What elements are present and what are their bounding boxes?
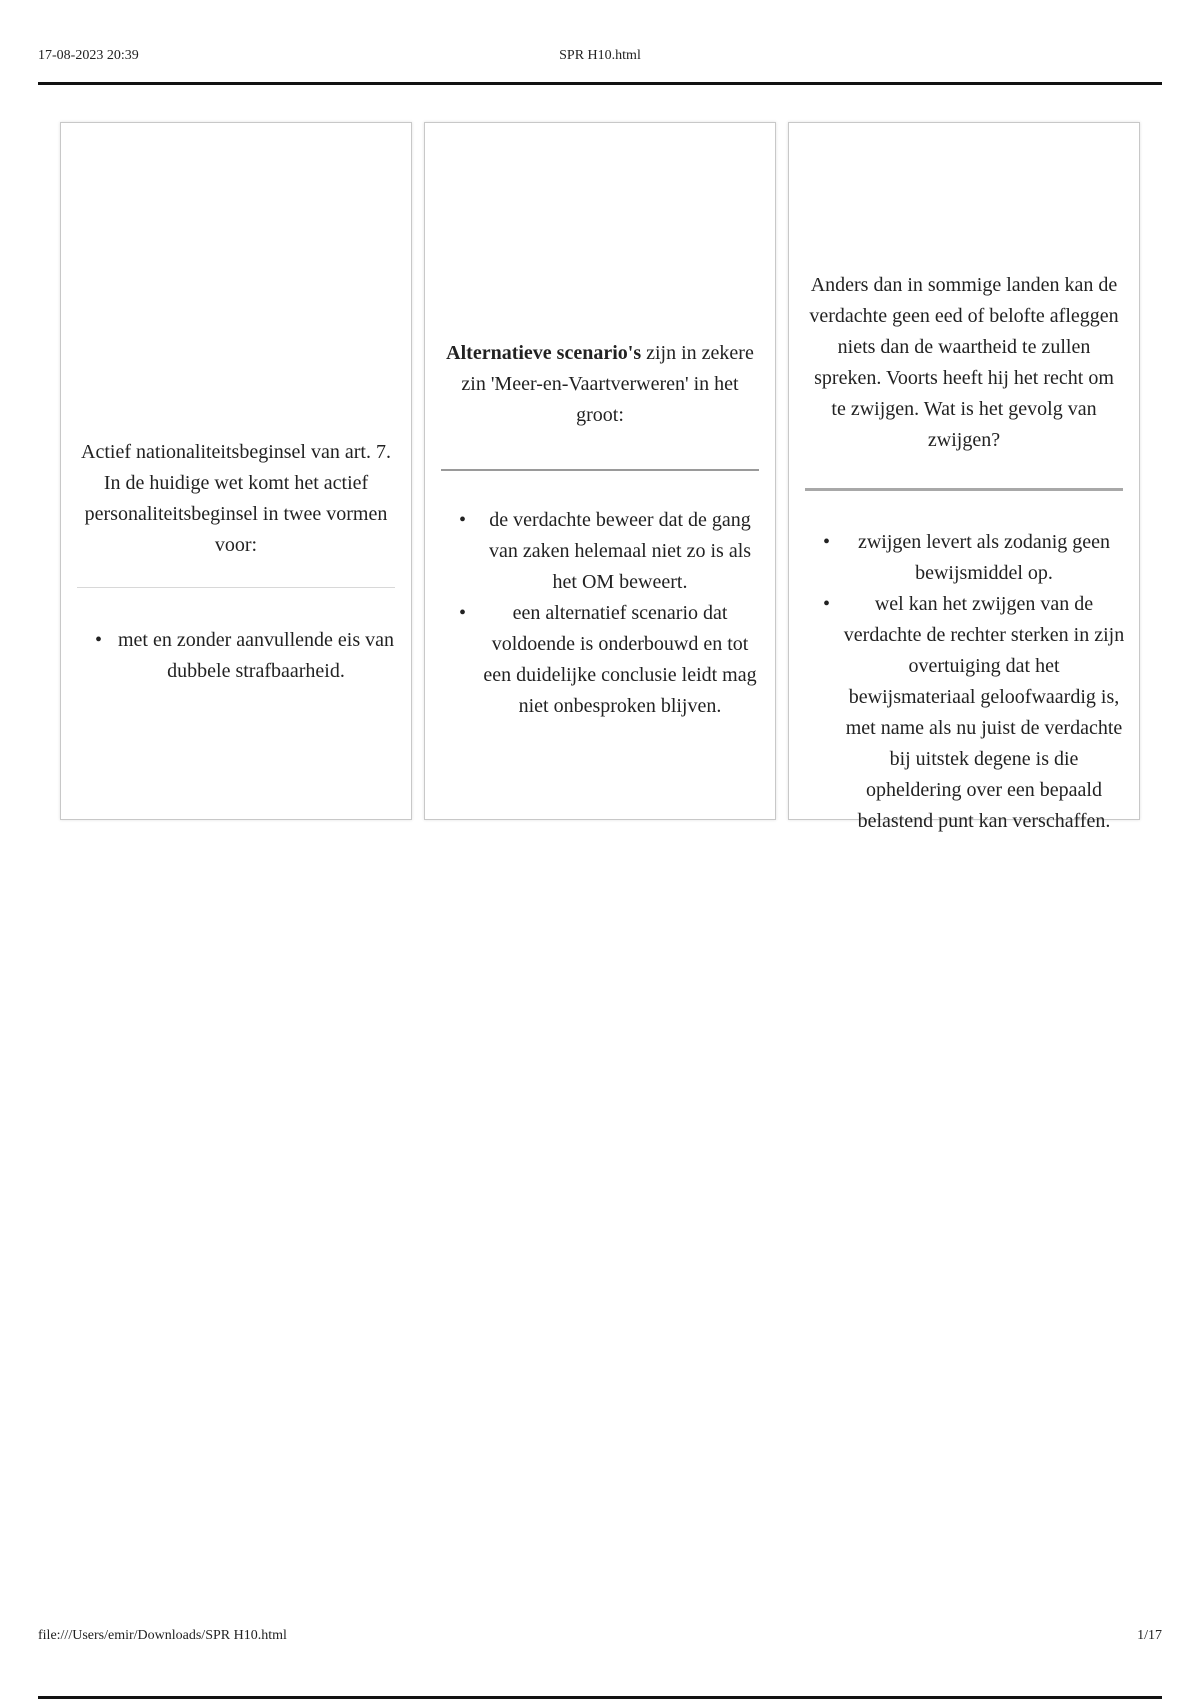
flashcard-front bbox=[439, 183, 761, 443]
flashcard-3[interactable] bbox=[788, 122, 1140, 832]
flashcard-divider bbox=[805, 488, 1123, 491]
flashcard-front bbox=[75, 303, 397, 573]
answer-item: • met en zonder aanvullende eis van dubbele strafbaarheid. bbox=[71, 625, 401, 687]
answer-item: • de verdachte beweer dat de gang van zaken helemaal niet zo is als het OM beweert. bbox=[435, 505, 765, 598]
answer-item: • een alternatief scenario dat voldoende is onderbouwd en tot een duidelijke conclusie leidt mag niet onbesproken blijven. bbox=[435, 598, 765, 722]
flashcard-back bbox=[799, 527, 1129, 837]
answer-list bbox=[799, 527, 1129, 837]
flashcard-back bbox=[71, 625, 401, 687]
flashcard-question bbox=[439, 338, 761, 443]
answer-list bbox=[435, 505, 765, 722]
question-bold-term: Alternatieve scenario's bbox=[446, 342, 642, 364]
document-title: SPR H10.html bbox=[559, 48, 641, 63]
flashcard-front bbox=[803, 153, 1125, 468]
flashcard-question: Actief nationaliteitsbeginsel van art. 7. In de huidige wet komt het actief personaliteitsbeginsel in twee vormen voor: bbox=[81, 441, 391, 556]
flashcard-back bbox=[435, 505, 765, 722]
print-header bbox=[38, 44, 1162, 85]
answer-list bbox=[71, 625, 401, 687]
flashcard-1[interactable] bbox=[60, 122, 412, 820]
answer-item: • zwijgen levert als zodanig geen bewijsmiddel op. bbox=[799, 527, 1129, 589]
flashcard-grid bbox=[60, 122, 1144, 832]
flashcard-question: Anders dan in sommige landen kan de verdachte geen eed of belofte afleggen niets dan de waartheid te zullen spreken. Voorts heeft hij het recht om te zwijgen. Wat is het gevolg van zwijgen? bbox=[809, 274, 1119, 451]
question-text: zijn in zekere zin 'Meer-en-Vaartverweren' in het groot: bbox=[461, 342, 754, 426]
flashcard-divider bbox=[441, 469, 759, 471]
flashcard-divider bbox=[77, 587, 395, 588]
page-number: 1/17 bbox=[1137, 1628, 1162, 1643]
print-timestamp: 17-08-2023 20:39 bbox=[38, 48, 139, 63]
file-path: file:///Users/emir/Downloads/SPR H10.html bbox=[38, 1628, 287, 1643]
flashcard-2[interactable] bbox=[424, 122, 776, 820]
print-footer bbox=[38, 1628, 1162, 1699]
answer-item: • wel kan het zwijgen van de verdachte de rechter sterken in zijn overtuiging dat het bewijsmateriaal geloofwaardig is, met name als nu juist de verdachte bij uitstek degene is die opheldering over een bepaald belastend punt kan verschaffen. bbox=[799, 589, 1129, 837]
